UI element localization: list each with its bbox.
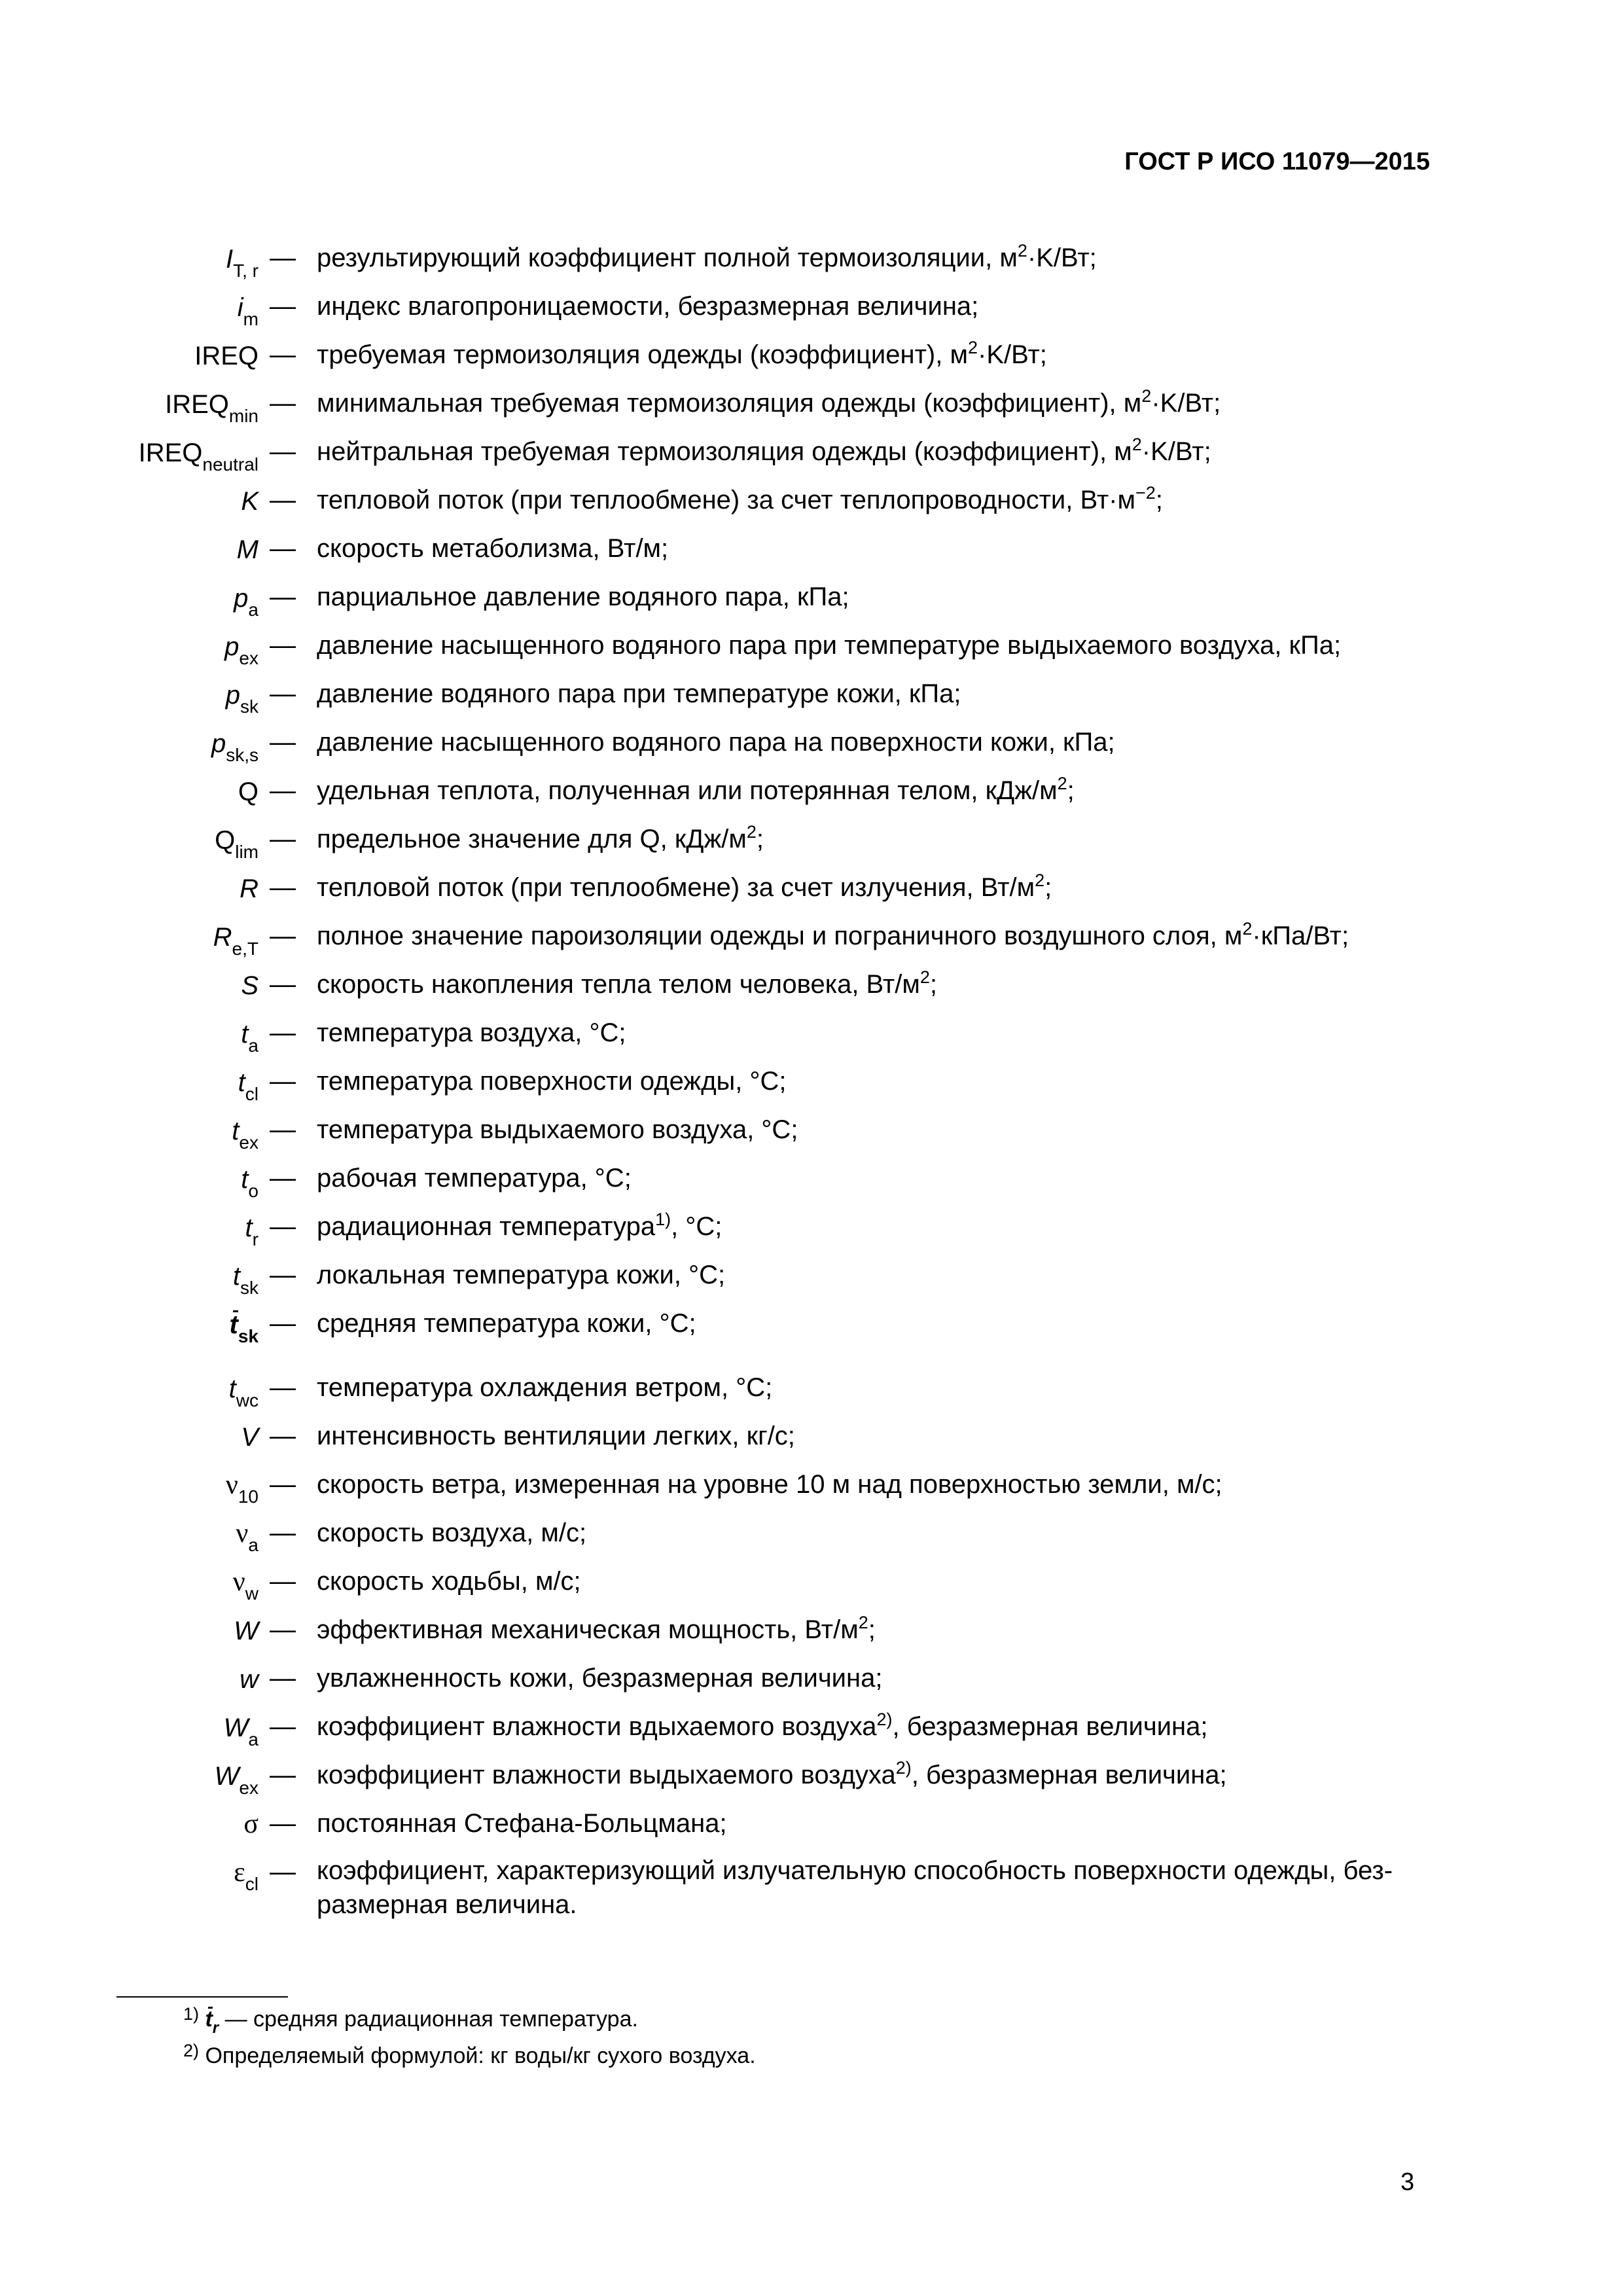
list-item: $\varepsilon_{cl}$ — коэффициент, характеризующий излучательную способность поверхности одежды, без- размерная величина. bbox=[0, 1850, 1623, 1897]
definition: тепловой поток (при теплообмене) за счет излучения, $Вт/м^2$; bbox=[317, 870, 1052, 902]
symbol: $t_{cl}$ bbox=[238, 1068, 259, 1104]
list-item: $t_{cl}$ — температура поверхности одежды, °С; bbox=[0, 1059, 1623, 1106]
symbol: K bbox=[241, 487, 259, 516]
definition: скорость ветра, измеренная на уровне 10 м над поверхностью земли, м/с; bbox=[317, 1470, 1222, 1499]
definition: индекс влагопроницаемости, безразмерная величина; bbox=[317, 292, 979, 321]
definition: температура поверхности одежды, °С; bbox=[317, 1067, 787, 1096]
symbol: $p_{ex}$ bbox=[224, 632, 259, 668]
symbol: $W_a$ bbox=[223, 1713, 259, 1749]
definition: интенсивность вентиляции легких, кг/с; bbox=[317, 1422, 795, 1450]
definition: нейтральная требуемая термоизоляция одежды (коэффициент), $м^2\cdot K/Вт$; bbox=[317, 435, 1211, 466]
list-item: Q — удельная теплота, полученная или потерянная телом, кДж/$м^2$; bbox=[0, 768, 1623, 816]
list-item: S — скорость накопления тепла телом человека, $Вт/м^2$; bbox=[0, 962, 1623, 1009]
footnote-2: $^{2)}$ Определяемый формулой: кг воды/кг сухого воздуха. bbox=[183, 2041, 756, 2068]
definition: предельное значение для Q, кДж/$м^2$; bbox=[317, 822, 764, 853]
symbol: $IREQ_{min}$ bbox=[165, 390, 259, 426]
symbol: σ bbox=[243, 1809, 259, 1839]
list-item: $R_{e,T}$ — полное значение пароизоляции одежды и пограничного воздушного слоя, $м^2\cdot кПа/Вт$; bbox=[0, 914, 1623, 961]
definition: минимальная требуемая термоизоляция одежды (коэффициент), $м^2\cdot K/Вт$; bbox=[317, 386, 1221, 418]
symbol: $\varepsilon_{cl}$ bbox=[234, 1857, 259, 1894]
list-item: w — увлажненность кожи, безразмерная величина; bbox=[0, 1656, 1623, 1703]
definition: постоянная Стефана-Больцмана; bbox=[317, 1809, 727, 1838]
symbol: $t_{sk}$ bbox=[232, 1262, 259, 1298]
symbol: M bbox=[236, 535, 259, 564]
definition: скорость ходьбы, м/с; bbox=[317, 1567, 581, 1596]
definition: скорость накопления тепла телом человека, $Вт/м^2$; bbox=[317, 967, 937, 999]
symbol: $Q_{lim}$ bbox=[215, 826, 259, 862]
list-item: $p_{sk,s}$ — давление насыщенного водяного пара на поверхности кожи, кПа; bbox=[0, 720, 1623, 767]
list-item: $\nu_w$ — скорость ходьбы, м/с; bbox=[0, 1559, 1623, 1606]
symbol: $IREQ_{neutral}$ bbox=[138, 439, 259, 475]
symbol: $\nu_w$ bbox=[232, 1567, 259, 1604]
definition: парциальное давление водяного пара, кПа; bbox=[317, 583, 849, 611]
symbol: w bbox=[240, 1665, 259, 1694]
list-item: $\nu_a$ — скорость воздуха, м/с; bbox=[0, 1511, 1623, 1558]
definition: давление насыщенного водяного пара на поверхности кожи, кПа; bbox=[317, 728, 1115, 757]
list-item: $W_a$ — коэффициент влажности вдыхаемого воздуха$^{2)}$, безразмерная величина; bbox=[0, 1704, 1623, 1751]
symbol: $p_a$ bbox=[234, 584, 259, 620]
symbol: IREQ bbox=[194, 342, 259, 370]
definition: температура воздуха, °С; bbox=[317, 1018, 626, 1047]
footnote-separator bbox=[116, 1996, 288, 1998]
symbol: $t_{wc}$ bbox=[228, 1374, 259, 1410]
document-code-header: ГОСТ Р ИСО 11079—2015 bbox=[1124, 148, 1430, 175]
list-item: M — скорость метаболизма, Вт/м; bbox=[0, 526, 1623, 573]
definition: коэффициент влажности вдыхаемого воздуха$^{2)}$, безразмерная величина; bbox=[317, 1710, 1208, 1741]
list-item: σ — постоянная Стефана-Больцмана; bbox=[0, 1801, 1623, 1848]
list-item: $p_{ex}$ — давление насыщенного водяного пара при температуре выдыхаемого воздуха, кПа; bbox=[0, 623, 1623, 670]
definition: увлажненность кожи, безразмерная величина; bbox=[317, 1664, 883, 1693]
footnote-1: $^{1)}$ $t_r$ — средняя радиационная температура. bbox=[183, 2004, 638, 2037]
symbol: S bbox=[241, 971, 259, 1000]
list-item: $t_{ex}$ — температура выдыхаемого воздуха, °С; bbox=[0, 1107, 1623, 1155]
definition: скорость метаболизма, Вт/м; bbox=[317, 534, 669, 563]
definition: тепловой поток (при теплообмене) за счет теплопроводности, $Вт\cdot м^{-2}$; bbox=[317, 483, 1163, 514]
definition: эффективная механическая мощность, $Вт/м^2$; bbox=[317, 1613, 876, 1644]
definition: средняя температура кожи, °С; bbox=[317, 1309, 696, 1338]
definition: давление водяного пара при температуре кожи, кПа; bbox=[317, 679, 961, 708]
list-item: $t_r$ — радиационная температура$^{1)}$, °С; bbox=[0, 1204, 1623, 1251]
symbol: $\nu_{10}$ bbox=[225, 1470, 259, 1507]
definition: радиационная температура$^{1)}$, °С; bbox=[317, 1210, 722, 1241]
symbol: $t_o$ bbox=[241, 1165, 259, 1201]
list-item: $W_{ex}$ — коэффициент влажности выдыхаемого воздуха$^{2)}$, безразмерная величина; bbox=[0, 1753, 1623, 1800]
list-item: W — эффективная механическая мощность, $Вт/м^2$; bbox=[0, 1607, 1623, 1655]
list-item: $p_a$ — парциальное давление водяного пара, кПа; bbox=[0, 575, 1623, 622]
definition: скорость воздуха, м/с; bbox=[317, 1518, 587, 1547]
list-item: $I_{T, r}$ — результирующий коэффициент полной термоизоляции, $м^2\cdot K/Вт$; bbox=[0, 236, 1623, 283]
list-item: $t_o$ — рабочая температура, °С; bbox=[0, 1156, 1623, 1203]
list-item: $t_{wc}$ — температура охлаждения ветром, °С; bbox=[0, 1365, 1623, 1412]
definition: давление насыщенного водяного пара при температуре выдыхаемого воздуха, кПа; bbox=[317, 631, 1342, 660]
list-item: $t_{sk}$ — средняя температура кожи, °С; bbox=[0, 1301, 1623, 1348]
symbol: $W_{ex}$ bbox=[214, 1762, 259, 1798]
symbol: $R_{e,T}$ bbox=[213, 923, 259, 959]
symbol: $t_a$ bbox=[241, 1020, 259, 1056]
list-item: $t_{sk}$ — локальная температура кожи, °С; bbox=[0, 1253, 1623, 1300]
symbol: $i_m$ bbox=[237, 293, 259, 329]
list-item: $IREQ_{min}$ — минимальная требуемая термоизоляция одежды (коэффициент), $м^2\cdot K/Вт$; bbox=[0, 381, 1623, 428]
list-item: V — интенсивность вентиляции легких, кг/с; bbox=[0, 1414, 1623, 1461]
symbol: R bbox=[240, 874, 259, 903]
symbol: $t_r$ bbox=[245, 1213, 259, 1249]
list-item: K — тепловой поток (при теплообмене) за счет теплопроводности, $Вт\cdot м^{-2}$; bbox=[0, 478, 1623, 525]
definition: результирующий коэффициент полной термоизоляции, $м^2\cdot K/Вт$; bbox=[317, 241, 1097, 272]
symbol: W bbox=[234, 1617, 259, 1645]
definition: удельная теплота, полученная или потерянная телом, кДж/$м^2$; bbox=[317, 774, 1075, 805]
symbol: $t_{ex}$ bbox=[232, 1117, 259, 1153]
symbol: $t_{sk}$ bbox=[229, 1310, 259, 1346]
list-item: $t_a$ — температура воздуха, °С; bbox=[0, 1011, 1623, 1058]
list-item: $i_m$ — индекс влагопроницаемости, безразмерная величина; bbox=[0, 284, 1623, 331]
list-item: $p_{sk}$ — давление водяного пара при температуре кожи, кПа; bbox=[0, 672, 1623, 719]
definition: полное значение пароизоляции одежды и пограничного воздушного слоя, $м^2\cdot кПа/Вт$; bbox=[317, 919, 1349, 950]
list-item: $IREQ_{neutral}$ — нейтральная требуемая термоизоляция одежды (коэффициент), $м^2\cdot K/Вт$; bbox=[0, 429, 1623, 476]
definition: локальная температура кожи, °С; bbox=[317, 1261, 726, 1289]
definition: требуемая термоизоляция одежды (коэффициент), $м^2\cdot K/Вт$; bbox=[317, 338, 1047, 369]
symbol: Q bbox=[238, 778, 259, 806]
definition: температура выдыхаемого воздуха, °С; bbox=[317, 1115, 798, 1144]
list-item: R — тепловой поток (при теплообмене) за счет излучения, $Вт/м^2$; bbox=[0, 865, 1623, 912]
list-item: $\nu_{10}$ — скорость ветра, измеренная на уровне 10 м над поверхностью земли, м/с; bbox=[0, 1462, 1623, 1509]
symbol: $I_{T, r}$ bbox=[225, 245, 259, 281]
symbol: $\nu_a$ bbox=[236, 1518, 259, 1555]
definition: рабочая температура, °С; bbox=[317, 1164, 632, 1193]
symbol: $p_{sk,s}$ bbox=[211, 729, 259, 765]
list-item: $Q_{lim}$ — предельное значение для Q, кДж/$м^2$; bbox=[0, 817, 1623, 864]
definition: коэффициент, характеризующий излучательную способность поверхности одежды, без- размерная величина. bbox=[317, 1856, 1393, 1919]
definition: температура охлаждения ветром, °С; bbox=[317, 1373, 773, 1402]
symbol: $p_{sk}$ bbox=[225, 681, 259, 717]
page-number: 3 bbox=[1400, 2168, 1415, 2196]
list-item: IREQ — требуемая термоизоляция одежды (коэффициент), $м^2\cdot K/Вт$; bbox=[0, 332, 1623, 380]
symbol: V bbox=[241, 1423, 259, 1452]
definition: коэффициент влажности выдыхаемого воздуха$^{2)}$, безразмерная величина; bbox=[317, 1758, 1227, 1789]
